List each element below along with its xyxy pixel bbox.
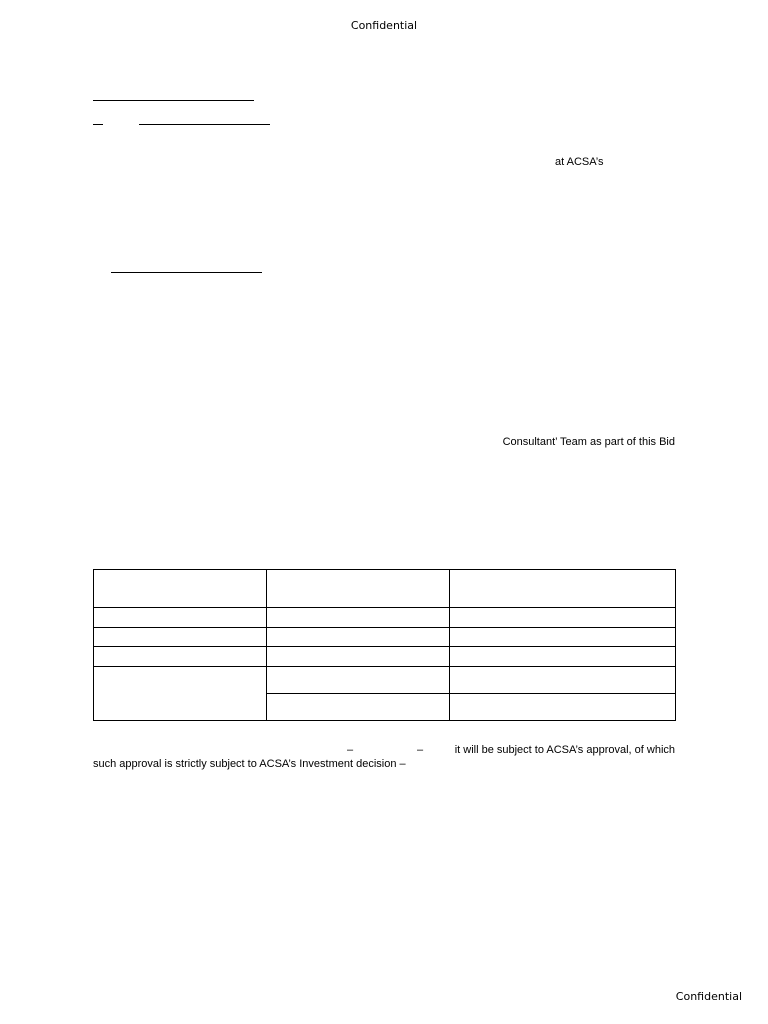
- table-cell: [267, 694, 450, 721]
- table-cell: [94, 647, 267, 667]
- page-header: [0, 19, 768, 32]
- dash-2: –: [417, 744, 424, 756]
- dash-1: –: [347, 744, 354, 756]
- table-cell: [450, 694, 676, 721]
- table-cell: [94, 608, 267, 628]
- table-cell: [267, 667, 450, 694]
- footer-confidential-label: Confidential: [675, 990, 742, 1003]
- table-cell: [450, 667, 676, 694]
- body-fragment-acsa: at ACSA’s: [555, 156, 604, 168]
- subheading-underline: [139, 124, 270, 125]
- table-row: [94, 608, 676, 628]
- heading-underline: [93, 100, 254, 101]
- table-header-cell: [450, 570, 676, 608]
- section-heading-underline: [111, 272, 262, 273]
- table-header-row: [94, 570, 676, 608]
- table-row: [94, 628, 676, 647]
- table-cell: [267, 647, 450, 667]
- table-header-cell: [94, 570, 267, 608]
- table-cell: [450, 628, 676, 647]
- table-cell: [267, 628, 450, 647]
- table-cell: [94, 628, 267, 647]
- header-confidential-label: Confidential: [350, 19, 418, 32]
- table-row: [94, 647, 676, 667]
- approval-line-1: it will be subject to ACSA’s approval, of which: [454, 744, 675, 756]
- table-header-cell: [267, 570, 450, 608]
- table-row: [94, 667, 676, 694]
- approval-line-2: such approval is strictly subject to ACSA’s Investment decision –: [93, 758, 406, 770]
- table-cell: [450, 647, 676, 667]
- subheading-number-underline: [93, 124, 103, 125]
- page-footer: [676, 990, 742, 1003]
- table-cell: [267, 608, 450, 628]
- blank-table: [93, 569, 676, 721]
- body-fragment-consultant: Consultant’ Team as part of this Bid: [502, 436, 675, 448]
- table-cell: [450, 608, 676, 628]
- table-merged-cell: [94, 667, 267, 721]
